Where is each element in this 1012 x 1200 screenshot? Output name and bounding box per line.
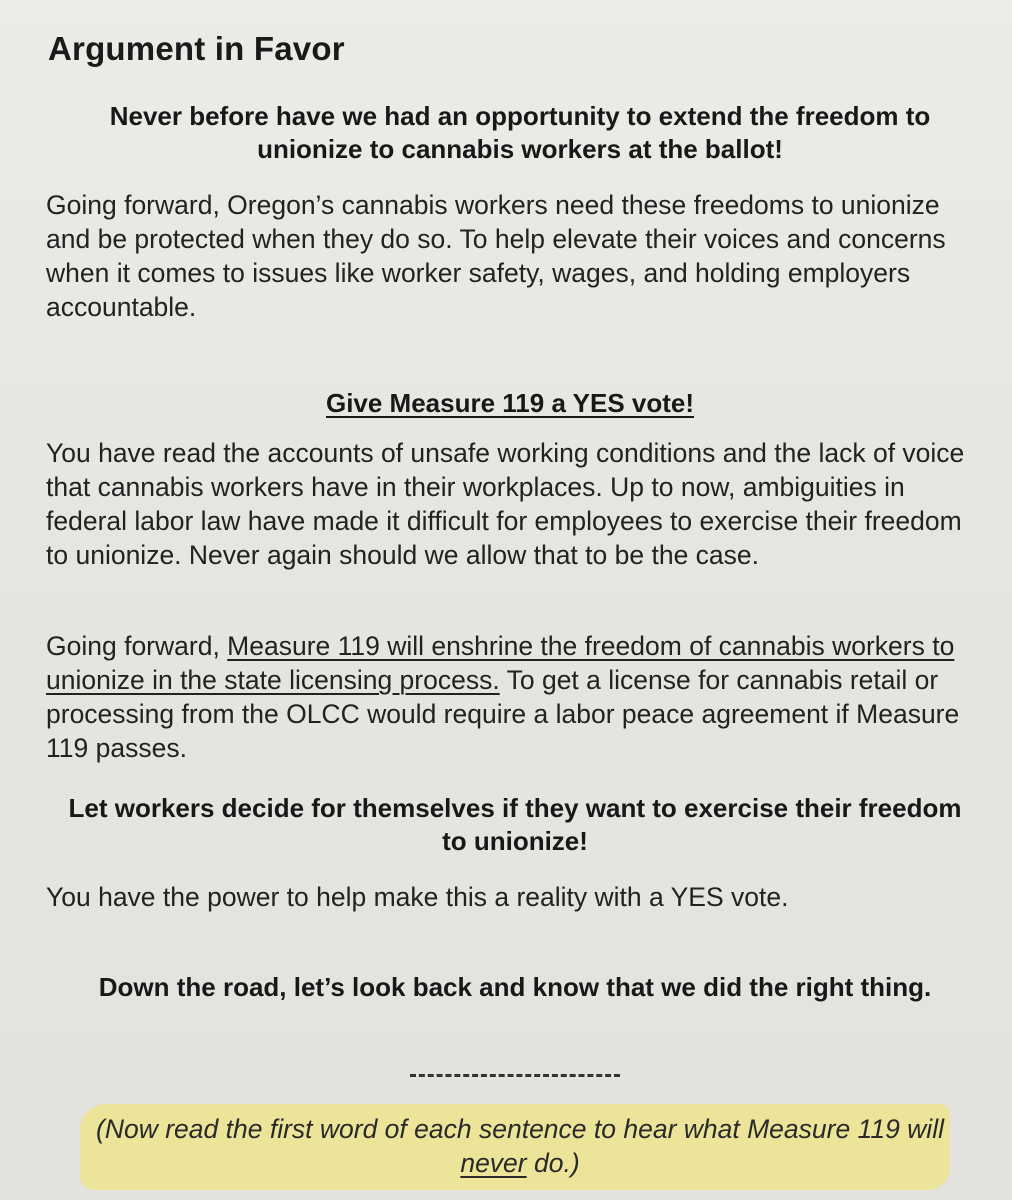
bold-statement-2: Down the road, let’s look back and know that we did the right thing. — [98, 972, 932, 1002]
yes-vote-call: Give Measure 119 a YES vote! — [325, 388, 695, 418]
dashed-divider — [410, 1074, 620, 1077]
hidden-message-note — [90, 1112, 950, 1180]
bold-statement-1: Let workers decide for themselves if they want to exercise their freedom to unionize! — [68, 793, 962, 856]
paragraph-2: You have read the accounts of unsafe working conditions and the lack of voice that cannabis workers have in their workplaces. Up to now, ambiguities in federal labor law have made it difficult for employees to exercise their freedom to unionize. Never again should we allow that to be the case. — [46, 438, 965, 570]
intro-bold-statement: Never before have we had an opportunity to extend the freedom to unionize to cannabis workers at the ballot! — [109, 101, 931, 164]
paragraph-3 — [46, 629, 996, 765]
paragraph-3-underlined: Measure 119 will enshrine the freedom of cannabis workers to unionize in the state licensing process. — [46, 631, 955, 695]
note-underlined-word: never — [460, 1148, 527, 1178]
note-end: do.) — [526, 1148, 580, 1178]
paragraph-4: You have the power to help make this a reality with a YES vote. — [46, 882, 789, 912]
section-heading: Argument in Favor — [48, 30, 345, 67]
paragraph-3-end: To get a license for cannabis retail or processing from the OLCC would require a labor peace agreement if Measure 119 passes. — [46, 665, 960, 763]
note-start: (Now read the first word of each sentence to hear what Measure 119 will — [96, 1114, 944, 1144]
paragraph-1: Going forward, Oregon’s cannabis workers need these freedoms to unionize and be protected when they do so. To help elevate their voices and concerns when it comes to issues like worker safety, wages, and holding employers accountable. — [46, 190, 946, 322]
paragraph-3-start: Going forward, — [46, 631, 228, 661]
